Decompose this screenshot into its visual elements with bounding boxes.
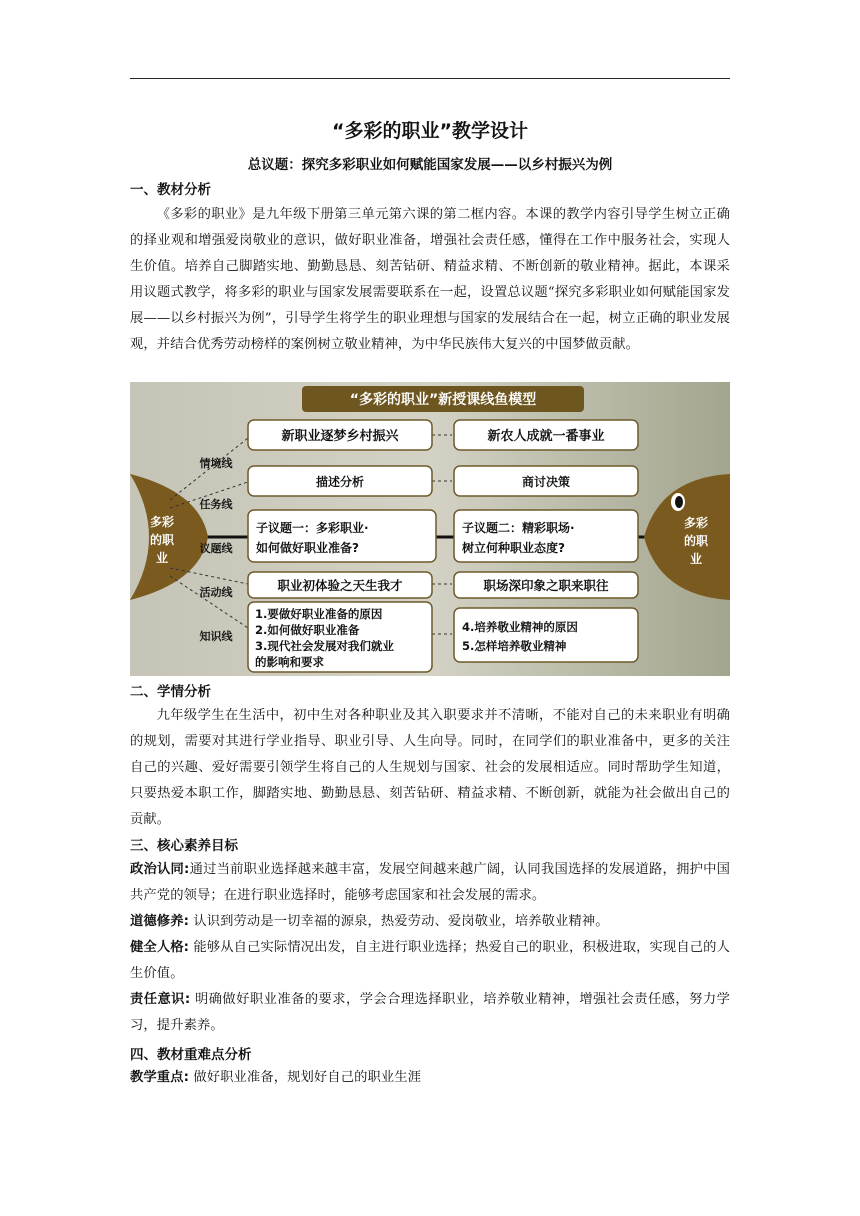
right-head-text-1: 多彩 [683,516,709,530]
left-head-text-3: 业 [155,551,169,565]
goal-moral-cultivation [130,909,730,935]
goal-3-label: 健全人格: [130,940,190,955]
section-heading-2: 二、学情分析 [130,684,211,700]
right-knowledge-text-2: 5.怎样培养敬业精神 [462,639,567,653]
goal-2-text: 认识到劳动是一切幸福的源泉，热爱劳动、爱岗敬业，培养敬业精神。 [189,914,609,929]
left-topic-text-1: 子议题一：多彩职业· [256,521,369,535]
section-paragraph-2: 九年级学生在生活中，初中生对各种职业及其入职要求并不清晰，不能对自己的未来职业有明确的规划，需要对其进行学业指导、职业引导、人生向导。同时，在同学们的职业准备中，更多的关注自己的兴趣、爱好需要引领学生将自己的人生规划与国家、社会的发展相适应。同时帮助学生知道，只要热爱本职工作，脚踏实地、勤勤恳恳、刻苦钻研、精益求精、不断创新，就能为社会做出自己的贡献。 [130,708,730,827]
left-task-text: 描述分析 [315,475,365,489]
line-label-topic: 议题线 [199,542,233,555]
goal-1-label: 政治认同: [130,862,190,877]
banner-text: “多彩的职业”新授课线鱼模型 [349,392,537,408]
left-activity-text: 职业初体验之天生我才 [277,578,403,593]
header-rule [130,78,730,79]
key-point-text: 做好职业准备，规划好自己的职业生涯 [189,1070,422,1085]
left-knowledge-text-4: 的影响和要求 [255,655,324,669]
goal-2-label: 道德修养: [130,914,190,929]
right-topic-text-2: 树立何种职业态度? [462,541,565,555]
left-head-text-1: 多彩 [149,515,175,529]
left-situation-text: 新职业逐梦乡村振兴 [281,429,399,444]
document-subtitle: 总议题：探究多彩职业如何赋能国家发展——以乡村振兴为例 [247,157,613,173]
left-knowledge-text-2: 2.如何做好职业准备 [255,623,360,637]
left-knowledge-text-3: 3.现代社会发展对我们就业 [255,639,394,653]
section-heading-1: 一、教材分析 [130,182,211,198]
fishbone-figure [130,382,730,676]
goal-political-identity [130,857,730,909]
document-title: “多彩的职业”教学设计 [332,120,528,142]
right-topic-text-1: 子议题二：精彩职场· [462,521,575,535]
right-head-text-2: 的职 [683,534,709,548]
section-heading-3: 三、核心素养目标 [130,838,238,854]
goal-1-text: 通过当前职业选择越来越丰富，发展空间越来越广阔，认同我国选择的发展道路，拥护中国共产党的领导；在进行职业选择时，能够考虑国家和社会发展的需求。 [130,862,731,903]
goal-sound-personality [130,935,730,987]
line-label-knowledge: 知识线 [199,630,233,643]
left-topic-text-2: 如何做好职业准备? [256,541,359,555]
line-label-activity: 活动线 [199,586,233,599]
left-head-text-2: 的职 [149,533,175,547]
section-paragraph-1: 《多彩的职业》是九年级下册第三单元第六课的第二框内容。本课的教学内容引导学生树立正确的择业观和增强爱岗敬业的意识，做好职业准备，增强社会责任感，懂得在工作中服务社会，实现人生价值。培养自己脚踏实地、勤勤恳恳、刻苦钻研、精益求精、不断创新的敬业精神。据此，本课采用议题式教学，将多彩的职业与国家发展需要联系在一起，设置总议题“探究多彩职业如何赋能国家发展——以乡村振兴为例”，引导学生将学生的职业理想与国家的发展结合在一起，树立正确的职业发展观，并结合优秀劳动榜样的案例树立敬业精神，为中华民族伟大复兴的中国梦做贡献。 [130,207,730,352]
right-head-text-3: 业 [689,552,703,566]
key-point-label: 教学重点: [130,1070,190,1085]
goal-4-text: 明确做好职业准备的要求，学会合理选择职业，培养敬业精神，增强社会责任感，努力学习，提升素养。 [130,992,730,1033]
right-task-text: 商讨决策 [521,475,571,489]
line-label-situation: 情境线 [199,457,233,470]
right-knowledge-box [454,608,638,662]
right-situation-text: 新农人成就一番事业 [487,429,605,444]
teaching-key-point [130,1065,730,1091]
section-heading-4: 四、教材重难点分析 [130,1047,252,1063]
goal-4-label: 责任意识: [130,992,191,1007]
left-knowledge-text-1: 1.要做好职业准备的原因 [255,607,383,621]
line-label-task: 任务线 [199,498,233,511]
goal-responsibility [130,987,730,1039]
right-activity-text: 职场深印象之职来职往 [483,578,609,593]
goal-3-text: 能够从自己实际情况出发，自主进行职业选择；热爱自己的职业，积极进取，实现自己的人生价值。 [130,940,730,981]
fish-pupil [675,496,683,508]
right-knowledge-text-1: 4.培养敬业精神的原因 [462,620,578,634]
